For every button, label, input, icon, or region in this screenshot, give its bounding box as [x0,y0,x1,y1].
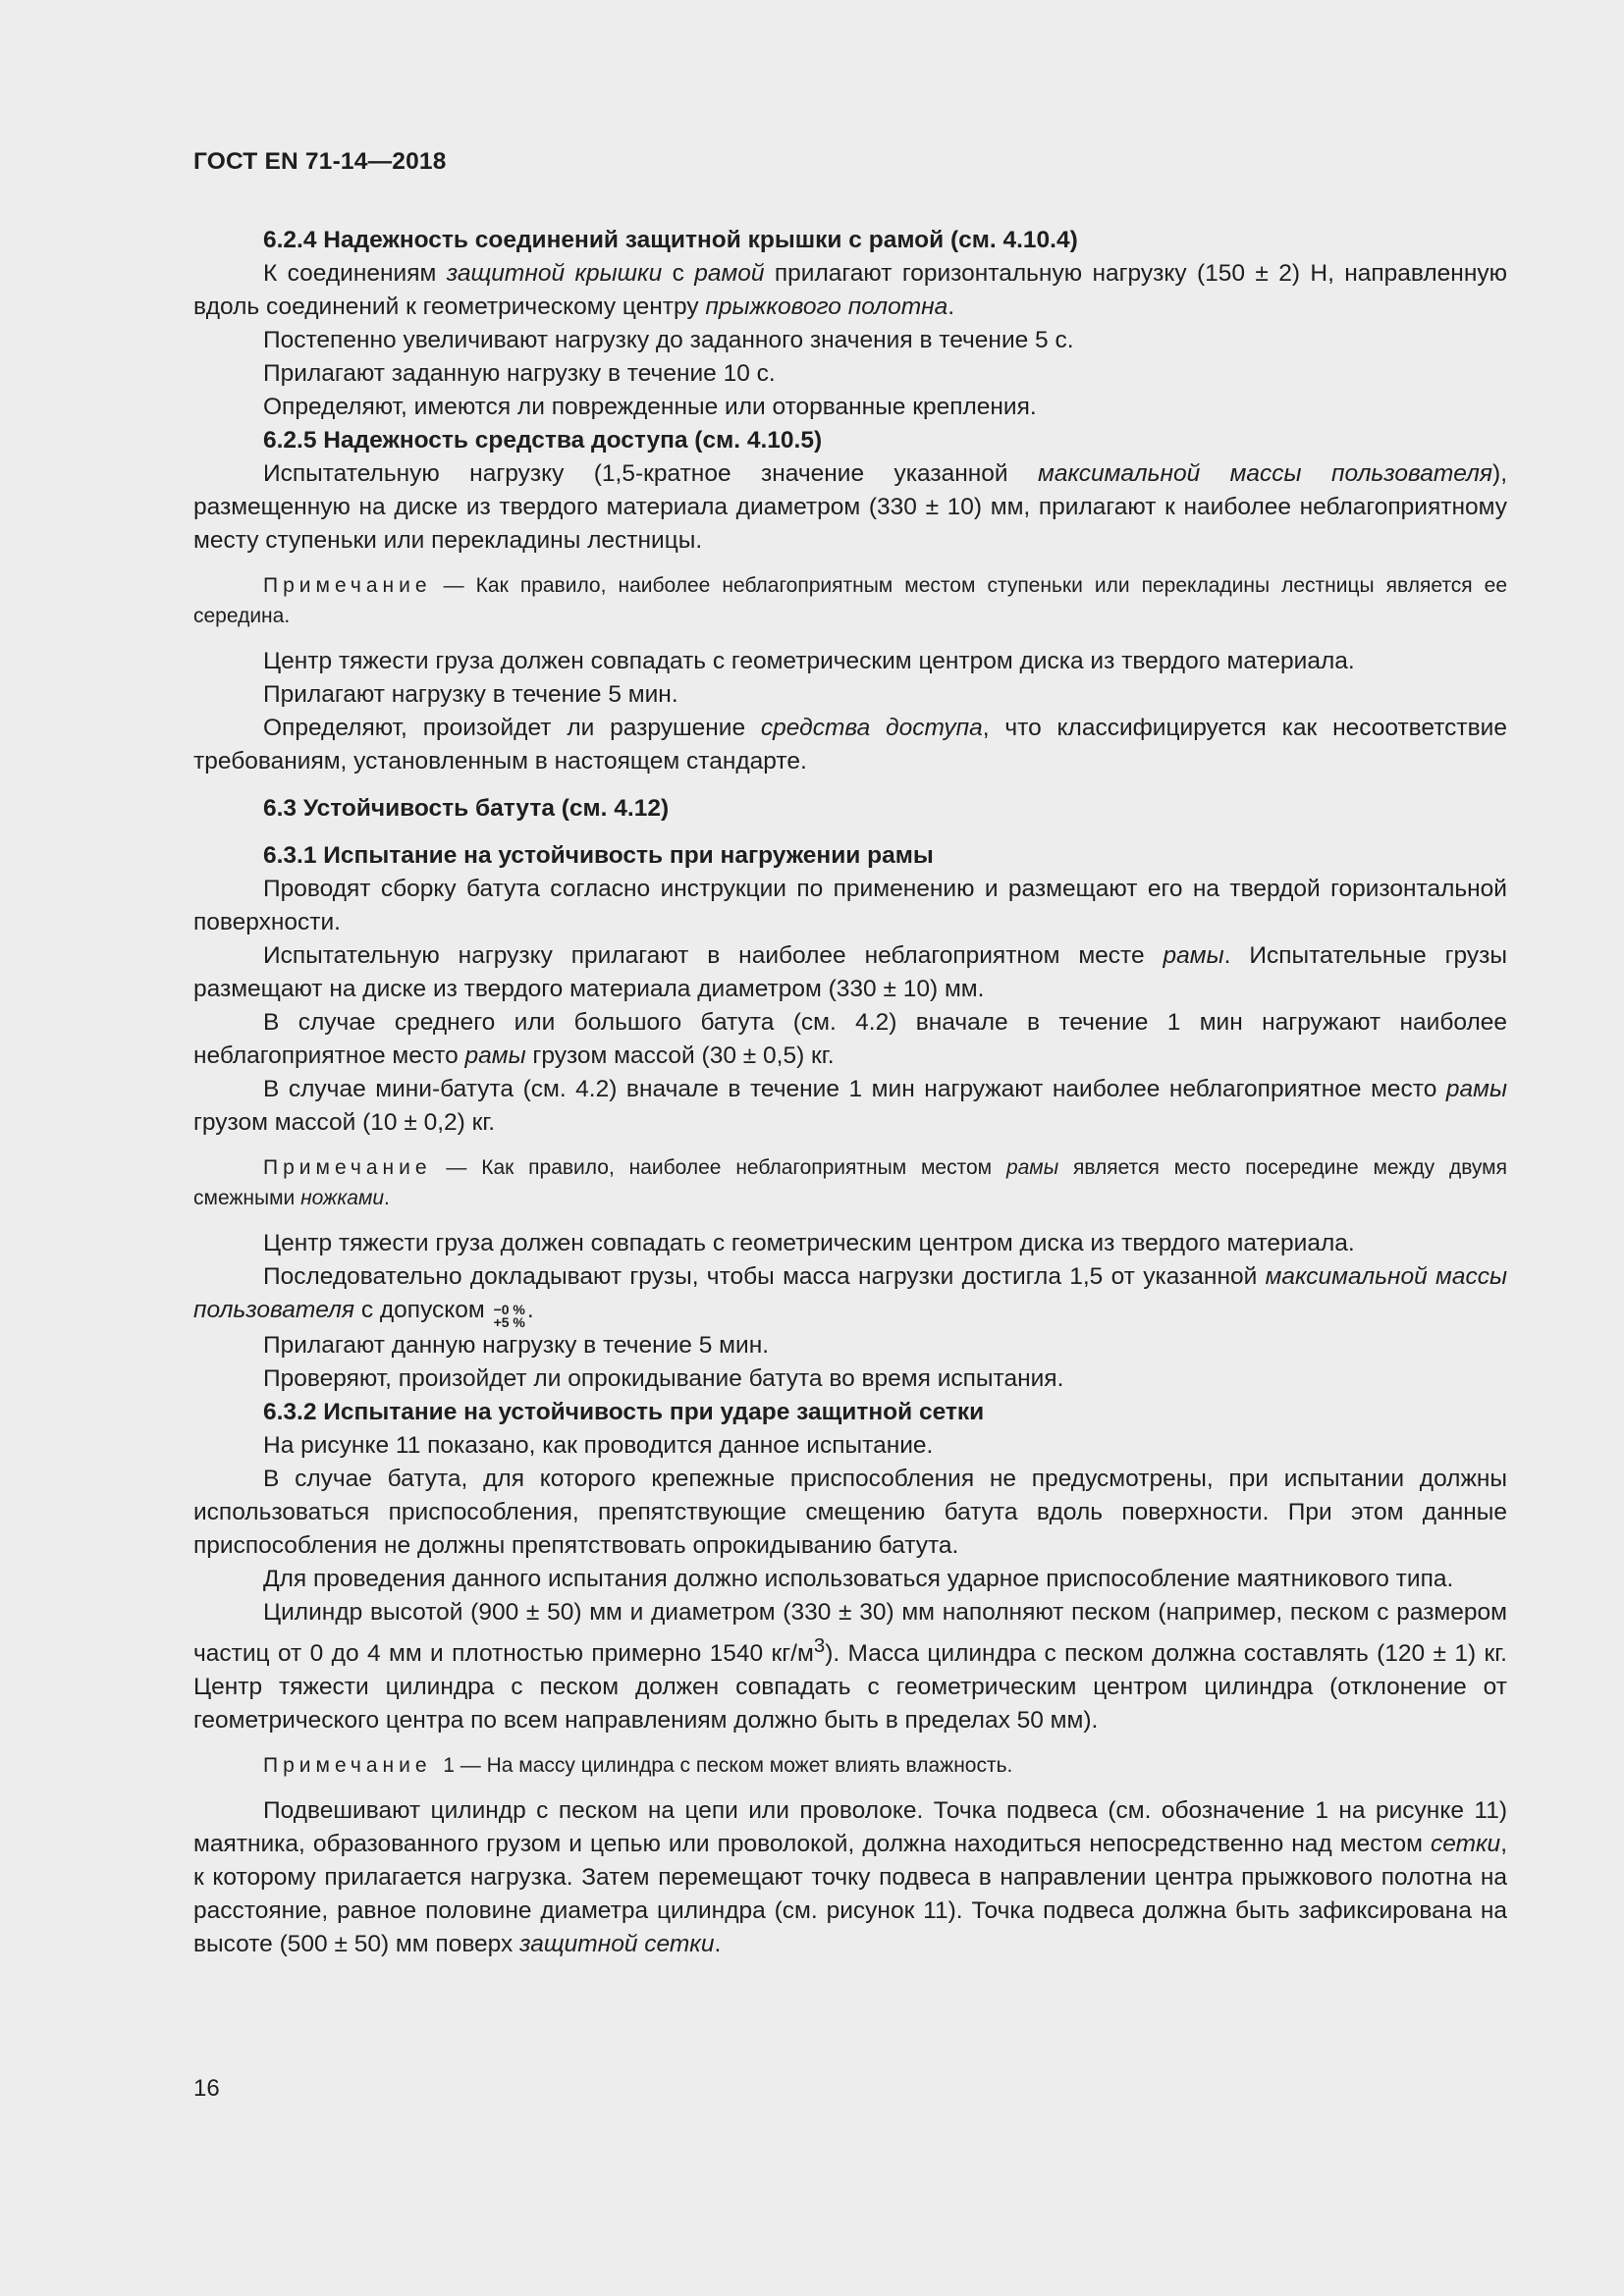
text-run: . [526,1297,534,1323]
paragraph [193,1329,1507,1362]
paragraph [193,873,1507,939]
paragraph [193,391,1507,424]
defined-term: рамы [1163,942,1224,969]
text-run: ), размещенную на диске из твердого материала диаметром (330 ± 10) мм, прилагают к наиболее неблагоприятному месту ступеньки или перекладины лестницы. [193,460,1507,554]
paragraph [193,1260,1507,1329]
text-run: Постепенно увеличивают нагрузку до заданного значения в течение 5 с. [263,327,1074,353]
note-label: Примечание [263,1754,432,1778]
text-run: В случае батута, для которого крепежные приспособления не предусмотрены, при испытании должны использоваться приспособления, препятствующие смещению батута вдоль поверхности. При этом данные приспособления не должны препятствовать опрокидыванию батута. [193,1466,1507,1559]
text-run: . [384,1187,390,1209]
paragraph [193,1006,1507,1073]
tolerance-stack [494,1304,525,1329]
page-number: 16 [193,2075,220,2102]
text-run: Последовательно докладывают грузы, чтобы масса нагрузки достигла 1,5 от указанной [263,1263,1266,1290]
text-run: грузом массой (10 ± 0,2) кг. [193,1109,496,1136]
text-run: Испытательную нагрузку (1,5-кратное значение указанной [263,460,1039,487]
superscript: 3 [813,1635,826,1657]
paragraph [193,1596,1507,1737]
paragraph [193,257,1507,324]
note-label: Примечание [263,574,432,597]
text-run: Для проведения данного испытания должно использоваться ударное приспособление маятникового типа. [263,1566,1454,1592]
text-run: К соединениям [263,260,447,287]
text-run: . Испытательные грузы размещают на диске из твердого материала диаметром (330 ± 10) мм. [193,942,1507,1002]
note-separator: 1 — [431,1754,487,1778]
paragraph [193,1362,1507,1396]
section-heading: 6.3 Устойчивость батута (см. 4.12) [263,795,670,822]
text-run: На рисунке 11 показано, как проводится данное испытание. [263,1432,934,1459]
note-separator: — [431,1156,482,1179]
text-run: Прилагают нагрузку в течение 5 мин. [263,681,678,708]
defined-term: средства доступа [760,715,983,741]
section-heading: 6.3.1 Испытание на устойчивость при нагружении рамы [263,842,934,869]
text-run: . [947,294,955,320]
paragraph [193,1463,1507,1563]
text-run: с допуском [354,1297,492,1323]
text-run: . [714,1931,722,1958]
paragraph [193,645,1507,678]
tolerance-lower: −0 % [493,1302,525,1317]
text-run: прилагают горизонтальную нагрузку (150 ± 2) Н, направленную вдоль соединений к геометрическому центру [193,260,1507,320]
paragraph [193,1227,1507,1260]
text-run: Как правило, наиболее неблагоприятным местом [481,1156,1006,1179]
section-heading: 6.2.4 Надежность соединений защитной крышки с рамой (см. 4.10.4) [263,227,1078,253]
defined-term: прыжкового полотна [705,294,948,320]
text-run: является место посередине между двумя смежными [193,1156,1507,1209]
text-run: Подвешивают цилиндр с песком на цепи или проволоке. Точка подвеса (см. обозначение 1 на рисунке 11) маятника, образованного грузом и цепью или проволокой, должна находиться непосредственно над местом [193,1797,1507,1858]
text-run: , к которому прилагается нагрузка. Затем перемещают точку подвеса в направлении центра прыжкового полотна на расстояние, равное половине диаметра цилиндра (см. рисунок 11). Точка подвеса должна быть зафиксирована на высоте (500 ± 50) мм поверх [193,1831,1507,1958]
note-separator: — [431,574,476,597]
text-run: Определяют, имеются ли поврежденные или оторванные крепления. [263,394,1037,420]
paragraph [193,457,1507,558]
text-run: Проводят сборку батута согласно инструкции по применению и размещают его на твердой горизонтальной поверхности. [193,876,1507,935]
paragraph [193,1073,1507,1140]
paragraph [193,1794,1507,1961]
defined-term: сетки [1430,1831,1501,1858]
note [193,1152,1507,1213]
paragraph [193,1429,1507,1463]
defined-term: рамы [464,1042,526,1069]
text-run: Испытательную нагрузку прилагают в наиболее неблагоприятном месте [263,942,1164,969]
text-run: В случае мини-батута (см. 4.2) вначале в течение 1 мин нагружают наиболее неблагоприятное место [263,1076,1446,1102]
defined-term: максимальной массы пользователя [193,1263,1507,1323]
defined-term: максимальной массы пользователя [1038,460,1493,487]
text-run: Как правило, наиболее неблагоприятным местом ступеньки или перекладины лестницы является ее середина. [193,574,1507,627]
text-run: Прилагают заданную нагрузку в течение 10 с. [263,360,776,387]
tolerance-upper: +5 % [493,1314,525,1330]
defined-term: ножками [300,1187,385,1209]
text-run: Центр тяжести груза должен совпадать с геометрическим центром диска из твердого материала. [263,648,1355,674]
section-heading: 6.2.5 Надежность средства доступа (см. 4.10.5) [263,427,823,454]
paragraph [193,939,1507,1006]
text-run: с [662,260,695,287]
paragraph [193,1563,1507,1596]
defined-term: защитной крышки [446,260,663,287]
note-label: Примечание [263,1156,432,1179]
text-run: Определяют, произойдет ли разрушение [263,715,761,741]
document-header: ГОСТ EN 71-14—2018 [193,148,447,175]
text-run: ). Масса цилиндра с песком должна составлять (120 ± 1) кг. Центр тяжести цилиндра с песком должен совпадать с геометрическим центром цилиндра (отклонение от геометрического центра по всем направлениям должно быть в пределах 50 мм). [193,1640,1507,1735]
defined-term: рамы [1005,1156,1059,1179]
text-run: Прилагают данную нагрузку в течение 5 мин. [263,1332,770,1359]
paragraph [193,712,1507,778]
paragraph [193,357,1507,391]
section-heading: 6.3.2 Испытание на устойчивость при ударе защитной сетки [263,1399,985,1425]
note [193,570,1507,631]
defined-term: рамы [1445,1076,1507,1102]
text-run: грузом массой (30 ± 0,5) кг. [525,1042,835,1069]
text-run: На массу цилиндра с песком может влиять влажность. [486,1754,1013,1778]
defined-term: защитной сетки [519,1931,715,1958]
document-body [193,224,1507,1961]
text-run: Проверяют, произойдет ли опрокидывание батута во время испытания. [263,1365,1064,1392]
defined-term: рамой [694,260,765,287]
note [193,1750,1507,1781]
paragraph [193,678,1507,712]
text-run: , что классифицируется как несоответствие требованиям, установленным в настоящем стандарте. [193,715,1507,774]
text-run: Центр тяжести груза должен совпадать с геометрическим центром диска из твердого материала. [263,1230,1355,1256]
paragraph [193,324,1507,357]
text-run: В случае среднего или большого батута (см. 4.2) вначале в течение 1 мин нагружают наиболее неблагоприятное место [193,1009,1507,1069]
text-run: Цилиндр высотой (900 ± 50) мм и диаметром (330 ± 30) мм наполняют песком (например, песком с размером частиц от 0 до 4 мм и плотностью примерно 1540 кг/м [193,1599,1507,1668]
